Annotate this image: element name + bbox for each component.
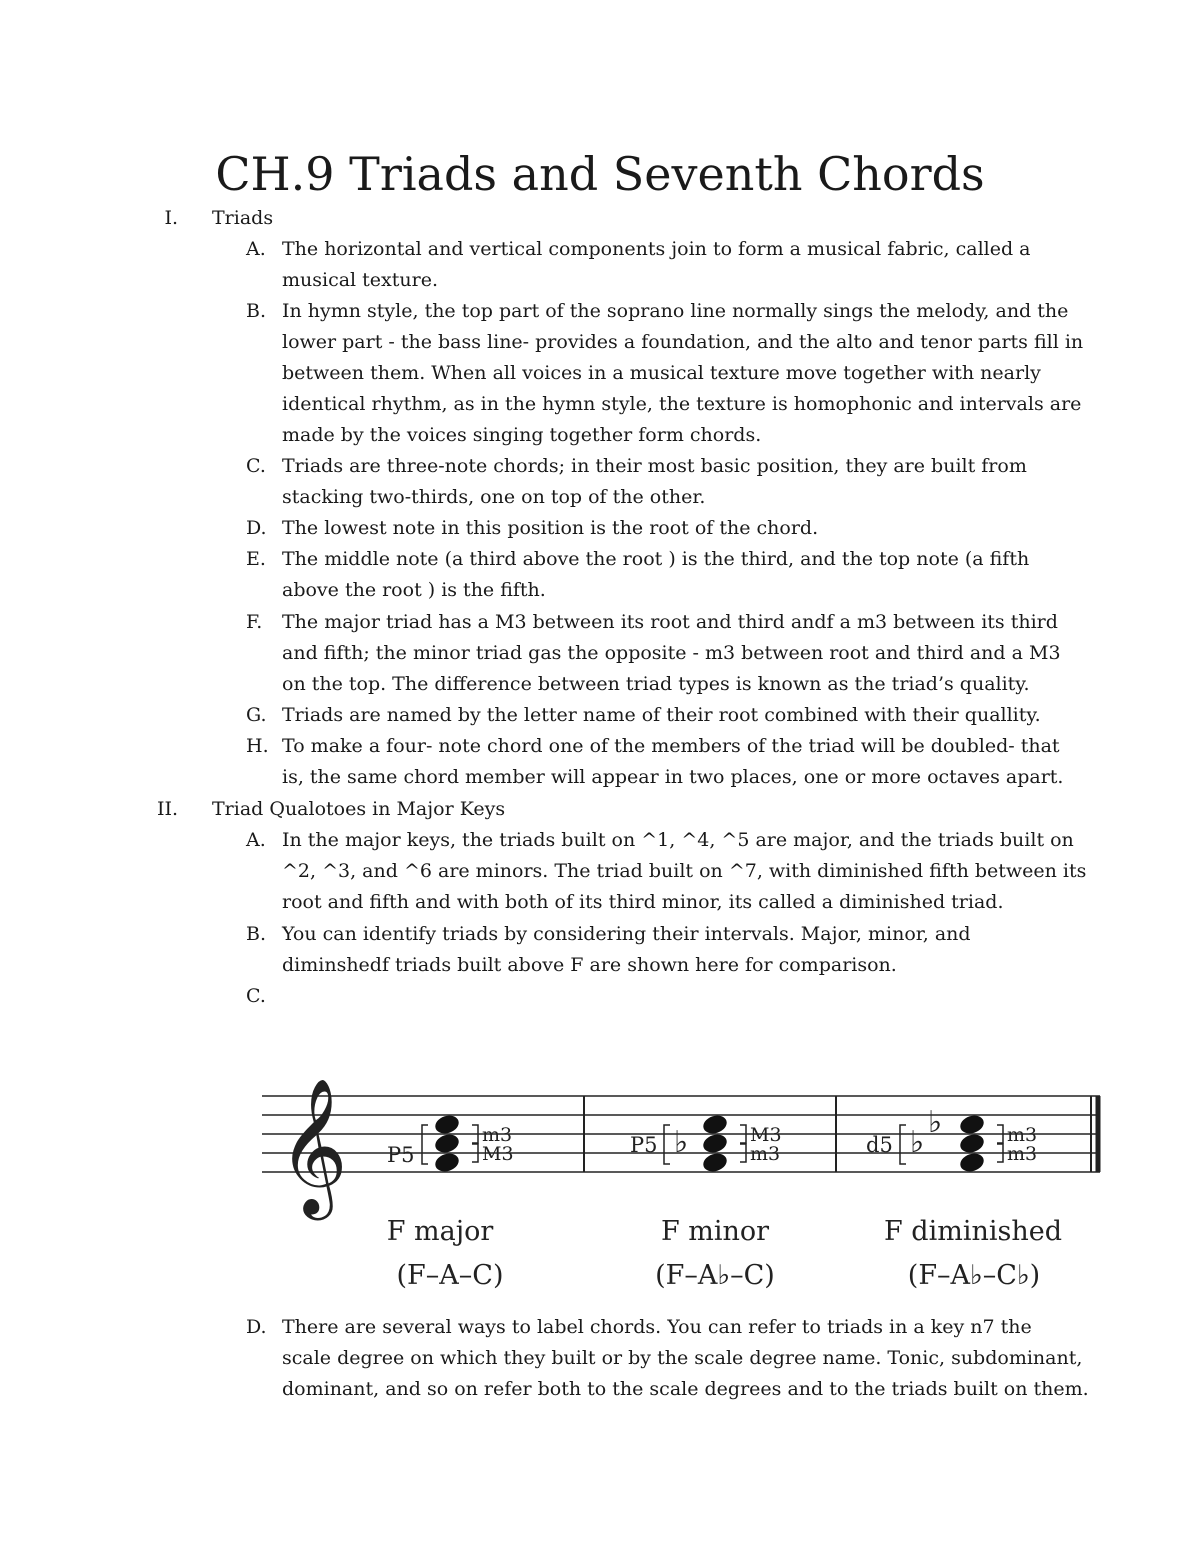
item-line: The horizontal and vertical components join to form a musical fabric, called a (282, 238, 1031, 260)
item-letter: D. (246, 1316, 267, 1338)
item-letter: C. (246, 985, 266, 1007)
item-line: To make a four- note chord one of the members of the triad will be doubled- that (282, 735, 1060, 757)
section-numeral: II. (156, 798, 178, 820)
lower-third-label: m3 (750, 1143, 781, 1165)
page-title: CH.9 Triads and Seventh Chords (215, 147, 985, 201)
item-line: Triads are three-note chords; in their most basic position, they are built from (282, 455, 1027, 477)
item-letter: F. (246, 611, 263, 633)
flat-icon: ♭ (928, 1106, 943, 1139)
item-line: The lowest note in this position is the root of the chord. (282, 517, 819, 539)
item-letter: E. (246, 548, 266, 570)
upper-third-label: m3 (482, 1124, 513, 1146)
fifth-bracket (664, 1125, 670, 1164)
chord-name: F diminished (883, 1216, 1063, 1247)
section-heading: Triads (212, 207, 274, 229)
item-line: diminshedf triads built above F are shown here for comparison. (282, 954, 897, 976)
section-heading: Triad Qualotoes in Major Keys (212, 798, 506, 820)
item-line: scale degree on which they built or by the scale degree name. Tonic, subdominant, (282, 1347, 1083, 1369)
item-line: In the major keys, the triads built on ^1, ^4, ^5 are major, and the triads built on (282, 829, 1074, 851)
staff-notation (260, 1060, 1110, 1300)
lower-third-label: m3 (1007, 1143, 1038, 1165)
flat-icon: ♭ (910, 1126, 925, 1159)
fifth-interval-label: P5 (387, 1143, 415, 1167)
chord-f-major (387, 1113, 514, 1175)
item-letter: G. (246, 704, 267, 726)
item-line: is, the same chord member will appear in two places, one or more octaves apart. (282, 766, 1064, 788)
item-line: and fifth; the minor triad gas the opposite - m3 between root and third and a M3 (282, 642, 1061, 664)
triad-comparison-figure (260, 1060, 1110, 1300)
chord-f-minor (630, 1113, 782, 1175)
fifth-bracket (900, 1125, 906, 1164)
item-line: There are several ways to label chords. You can refer to triads in a key n7 the (282, 1316, 1032, 1338)
flat-icon: ♭ (674, 1126, 689, 1159)
note-head (958, 1113, 986, 1137)
chord-name: F major (386, 1216, 494, 1247)
item-line: Triads are named by the letter name of their root combined with their quallity. (282, 704, 1041, 726)
upper-third-label: m3 (1007, 1124, 1038, 1146)
note-head (701, 1113, 729, 1137)
note-head (433, 1132, 461, 1156)
item-letter: C. (246, 455, 266, 477)
item-letter: D. (246, 517, 267, 539)
item-letter: A. (246, 829, 266, 851)
chord-spelling: (F–A–C) (396, 1260, 504, 1291)
treble-clef-icon: 𝄞 (278, 1081, 348, 1212)
note-head (701, 1151, 729, 1175)
note-head (433, 1151, 461, 1175)
item-line: stacking two-thirds, one on top of the other. (282, 486, 706, 508)
item-letter: H. (246, 735, 269, 757)
item-line: ^2, ^3, and ^6 are minors. The triad built on ^7, with diminished fifth between its (282, 860, 1087, 882)
section-numeral: I. (164, 207, 178, 229)
item-line: The middle note (a third above the root ) is the third, and the top note (a fifth (282, 548, 1030, 570)
item-line: above the root ) is the fifth. (282, 579, 546, 601)
item-line: identical rhythm, as in the hymn style, the texture is homophonic and intervals are (282, 393, 1082, 415)
item-line: You can identify triads by considering their intervals. Major, minor, and (282, 923, 971, 945)
chord-spelling: (F–A♭–C) (655, 1260, 775, 1291)
upper-third-label: M3 (750, 1124, 782, 1146)
fifth-bracket (422, 1125, 428, 1164)
fifth-interval-label: P5 (630, 1133, 658, 1157)
item-line: lower part - the bass line- provides a foundation, and the alto and tenor parts fill in (282, 331, 1084, 353)
item-letter: B. (246, 923, 267, 945)
fifth-interval-label: d5 (866, 1133, 893, 1157)
chord-spelling: (F–A♭–C♭) (907, 1260, 1041, 1291)
lower-third-label: M3 (482, 1143, 514, 1165)
item-line: between them. When all voices in a musical texture move together with nearly (282, 362, 1041, 384)
item-line: on the top. The difference between triad types is known as the triad’s quality. (282, 673, 1030, 695)
item-letter: B. (246, 300, 267, 322)
chord-f-diminished (866, 1106, 1037, 1174)
item-line: musical texture. (282, 269, 438, 291)
item-line: made by the voices singing together form chords. (282, 424, 762, 446)
note-head (433, 1113, 461, 1137)
item-line: root and fifth and with both of its third minor, its called a diminished triad. (282, 891, 1004, 913)
chord-name: F minor (660, 1216, 770, 1247)
item-letter: A. (246, 238, 266, 260)
item-line: dominant, and so on refer both to the scale degrees and to the triads built on them. (282, 1378, 1089, 1400)
item-line: In hymn style, the top part of the soprano line normally sings the melody, and the (282, 300, 1069, 322)
item-line: The major triad has a M3 between its root and third andf a m3 between its third (282, 611, 1058, 633)
note-head (701, 1132, 729, 1156)
note-head (958, 1132, 986, 1156)
note-head (958, 1151, 986, 1175)
